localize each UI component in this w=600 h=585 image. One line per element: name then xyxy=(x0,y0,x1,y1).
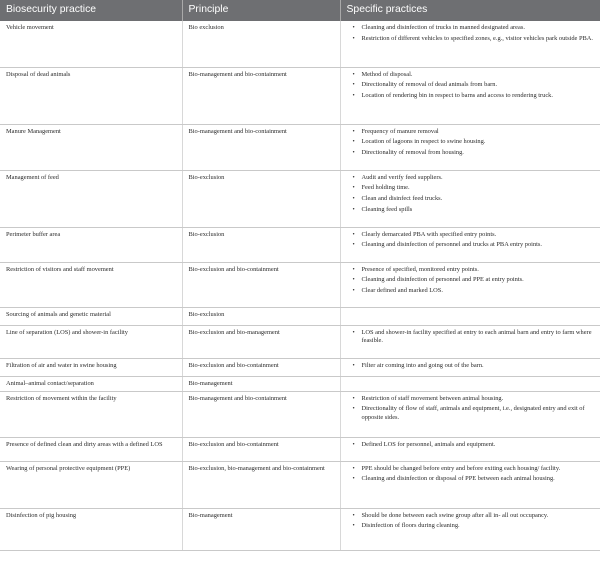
specific-practice-item: • LOS and shower-in facility specified at entry to each animal barn and entry to farm where feasible. xyxy=(362,329,595,347)
practice-cell: Sourcing of animals and genetic material xyxy=(0,307,182,325)
specific-practice-item: • Cleaning feed spills xyxy=(362,206,595,215)
table-row xyxy=(0,307,600,325)
specific-practice-item: • Should be done between each swine group after all in- all out occupancy. xyxy=(362,512,595,521)
specific-practices-cell xyxy=(340,307,600,325)
practice-cell: Perimeter buffer area xyxy=(0,227,182,262)
specific-practices-list xyxy=(351,24,595,44)
specific-practice-item: • Presence of specified, monitored entry points. xyxy=(362,266,595,275)
specific-practice-item: • Method of disposal. xyxy=(362,71,595,80)
specific-practice-item: • Frequency of manure removal xyxy=(362,128,595,137)
specific-practice-item: • Cleaning and disinfection of personnel and PPE at entry points. xyxy=(362,276,595,285)
specific-practices-cell xyxy=(340,391,600,437)
principle-cell: Bio-exclusion, bio-management and bio-containment xyxy=(182,461,340,508)
specific-practices-list xyxy=(351,465,595,485)
specific-practices-cell xyxy=(340,262,600,307)
principle-cell: Bio exclusion xyxy=(182,21,340,67)
specific-practices-cell xyxy=(340,67,600,124)
specific-practice-item: • Feed holding time. xyxy=(362,184,595,193)
specific-practices-list xyxy=(351,71,595,102)
specific-practice-item: • Filter air coming into and going out of the barn. xyxy=(362,362,595,371)
specific-practice-item: • Location of lagoons in respect to swine housing. xyxy=(362,138,595,147)
practice-cell: Line of separation (LOS) and shower-in facility xyxy=(0,325,182,358)
specific-practices-cell xyxy=(340,21,600,67)
principle-cell: Bio-exclusion and bio-containment xyxy=(182,358,340,376)
header-row xyxy=(0,0,600,21)
specific-practices-list xyxy=(351,231,595,251)
specific-practices-cell xyxy=(340,170,600,227)
specific-practice-item: • Directionality of removal of dead animals from barn. xyxy=(362,81,595,90)
table-row xyxy=(0,170,600,227)
specific-practices-cell xyxy=(340,461,600,508)
specific-practice-item: • Restriction of different vehicles to specified zones, e.g., visitor vehicles park outside PBA. xyxy=(362,35,595,44)
specific-practice-item: • Clear defined and marked LOS. xyxy=(362,287,595,296)
practice-cell: Restriction of visitors and staff movement xyxy=(0,262,182,307)
specific-practice-item: • Audit and verify feed suppliers. xyxy=(362,174,595,183)
practice-cell: Disinfection of pig housing xyxy=(0,508,182,550)
practice-cell: Animal–animal contact/separation xyxy=(0,376,182,391)
table-row xyxy=(0,67,600,124)
specific-practice-item: • Cleaning and disinfection of trucks in manned designated areas. xyxy=(362,24,595,33)
specific-practices-list xyxy=(351,266,595,297)
specific-practices-cell xyxy=(340,508,600,550)
table-row xyxy=(0,325,600,358)
specific-practice-item: • Clearly demarcated PBA with specified entry points. xyxy=(362,231,595,240)
specific-practice-item: • Cleaning and disinfection or disposal of PPE between each animal housing. xyxy=(362,475,595,484)
specific-practices-cell xyxy=(340,358,600,376)
specific-practice-item: • Restriction of staff movement between animal housing. xyxy=(362,395,595,404)
specific-practices-list xyxy=(351,329,595,347)
principle-cell: Bio-management and bio-containment xyxy=(182,67,340,124)
practice-cell: Restriction of movement within the facility xyxy=(0,391,182,437)
practice-cell: Manure Management xyxy=(0,124,182,170)
principle-cell: Bio-exclusion and bio-management xyxy=(182,325,340,358)
table-row xyxy=(0,124,600,170)
table-row xyxy=(0,227,600,262)
specific-practices-list xyxy=(351,362,595,371)
specific-practices-cell xyxy=(340,325,600,358)
table-row xyxy=(0,358,600,376)
table-row xyxy=(0,437,600,461)
specific-practice-item: • Cleaning and disinfection of personnel and trucks at PBA entry points. xyxy=(362,241,595,250)
principle-cell: Bio-management xyxy=(182,376,340,391)
principle-cell: Bio-management and bio-containment xyxy=(182,391,340,437)
header-principle: Principle xyxy=(182,0,340,21)
specific-practice-item: • Location of rendering bin in respect to barns and access to rendering truck. xyxy=(362,92,595,101)
table-header xyxy=(0,0,600,21)
principle-cell: Bio-management and bio-containment xyxy=(182,124,340,170)
principle-cell: Bio-exclusion and bio-containment xyxy=(182,262,340,307)
specific-practices-list xyxy=(351,441,595,450)
table-row xyxy=(0,21,600,67)
principle-cell: Bio-exclusion xyxy=(182,170,340,227)
specific-practices-cell xyxy=(340,124,600,170)
table-row xyxy=(0,508,600,550)
specific-practices-cell xyxy=(340,227,600,262)
specific-practices-cell xyxy=(340,376,600,391)
specific-practices-list xyxy=(351,512,595,532)
specific-practices-list xyxy=(351,174,595,216)
specific-practice-item: • Directionality of flow of staff, animals and equipment, i.e., designated entry and exit of opposite sides. xyxy=(362,405,595,423)
table-row xyxy=(0,461,600,508)
header-specific-practices: Specific practices xyxy=(340,0,600,21)
principle-cell: Bio-exclusion xyxy=(182,307,340,325)
specific-practices-list xyxy=(351,395,595,424)
practice-cell: Vehicle movement xyxy=(0,21,182,67)
practice-cell: Presence of defined clean and dirty areas with a defined LOS xyxy=(0,437,182,461)
specific-practices-list xyxy=(351,128,595,159)
principle-cell: Bio-exclusion and bio-containment xyxy=(182,437,340,461)
specific-practice-item: • PPE should be changed before entry and before exiting each housing/ facility. xyxy=(362,465,595,474)
principle-cell: Bio-management xyxy=(182,508,340,550)
practice-cell: Wearing of personal protective equipment (PPE) xyxy=(0,461,182,508)
table-row xyxy=(0,391,600,437)
table-row xyxy=(0,262,600,307)
practice-cell: Management of feed xyxy=(0,170,182,227)
practice-cell: Filtration of air and water in swine housing xyxy=(0,358,182,376)
specific-practices-cell xyxy=(340,437,600,461)
specific-practice-item: • Defined LOS for personnel, animals and equipment. xyxy=(362,441,595,450)
header-biosecurity-practice: Biosecurity practice xyxy=(0,0,182,21)
specific-practice-item: • Directionality of removal from housing. xyxy=(362,149,595,158)
table-row xyxy=(0,376,600,391)
practice-cell: Disposal of dead animals xyxy=(0,67,182,124)
specific-practice-item: • Clean and disinfect feed trucks. xyxy=(362,195,595,204)
specific-practice-item: • Disinfection of floors during cleaning. xyxy=(362,522,595,531)
principle-cell: Bio-exclusion xyxy=(182,227,340,262)
table-body xyxy=(0,21,600,550)
